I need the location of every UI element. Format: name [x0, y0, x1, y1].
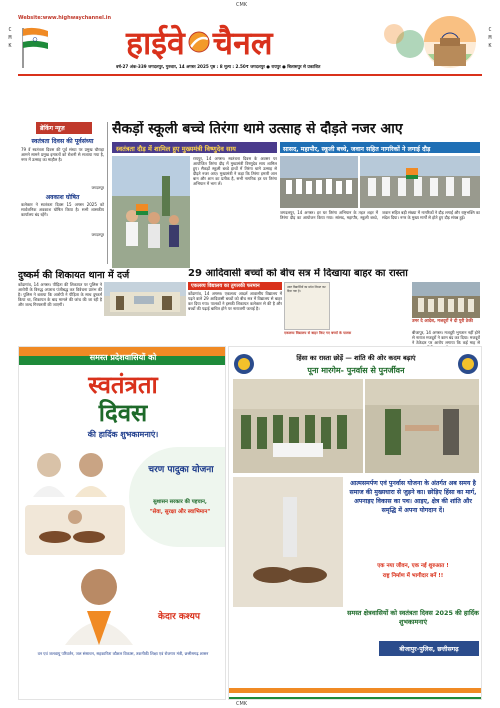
mid-story-caption: एकलव्य विद्यालय से बाहर किए गए बच्चों के पालक — [284, 331, 352, 335]
ad-scheme-tag1: सुशासन सरकार की पहचान, — [153, 499, 207, 505]
mid-story-headline: 29 आदिवासी बच्चों को बीच सत्र में दिखाया बाहर का रास्ता — [188, 268, 408, 279]
document-note: उक्त विद्यार्थियों का प्रवेश निरस्त कर दिया गया है। — [287, 285, 326, 293]
appeal-body: आत्मसमर्पण एवं पुनर्वास योजना के अंतर्गत अब समय है समाज की मुख्यधारा से जुड़ने का। छोड़िए हिंसा का मार्ग, अपनाइए विकास का पथ। आइए, क्षेत्र की शांति और समृद्धि में अपना योगदान दें। — [349, 480, 477, 514]
ad-portraits — [25, 443, 125, 497]
ad-wishes: की हार्दिक शुभकामनाएं। — [87, 430, 159, 439]
title-swoosh-icon — [188, 29, 210, 55]
breaking-item2-body: कलेक्टर ने स्वतंत्रता दिवस 15 अगस्त 2025 को सार्वजनिक अवकाश घोषित किया है। सभी शासकीय कार्यालय बंद रहेंगे। — [21, 202, 104, 217]
appeal-headline2: पूना मारगेम- पुनर्वास से पुनर्जीवन — [307, 366, 405, 375]
mid-story-subhead: एकलव्य विद्यालय का तुगलकी फरमान — [188, 282, 282, 290]
appeal-handshake-photo — [365, 379, 479, 473]
ad-top-line: समस्त प्रदेशवासियों को — [89, 353, 157, 362]
lead-headline: सैकड़ों स्कूली बच्चे तिरंगा थामे उत्साह से दौड़ते नजर आए — [112, 121, 403, 137]
breaking-news-label: ब्रेकिंग न्यूज़ — [36, 122, 92, 134]
masthead-title — [126, 22, 273, 62]
print-mark-top: CMK — [236, 2, 248, 8]
print-mark-right-m: M — [488, 35, 492, 41]
print-mark-bottom: CMK — [236, 701, 248, 707]
ad-scheme-tag2: "सेवा, सुरक्षा और स्वाभिमान" — [149, 509, 211, 515]
ad-footer: वन एवं जलवायु परिवर्तन, जल संसाधन, सहकारिता कौशल विकास, तकनीकी शिक्षा एवं रोजगार मंत्री, छत्तीसगढ़ शासन — [37, 651, 209, 656]
right-mid-headline: उमर दे आदेश, मजदूरों ने दी पुरी ठेकी — [412, 319, 473, 324]
appeal-group-photo — [233, 379, 363, 473]
ad-footwear-photo — [25, 505, 125, 555]
print-mark-left-k: K — [8, 43, 12, 49]
right-mid-body: बीजापुर, 14 अगस्त। मजदूरी भुगतान नहीं होने से नाराज मजदूरों ने काम बंद कर दिया। मजदूरों ने ठेकेदार पर आरोप लगाया कि कई माह से — [412, 330, 480, 345]
police-emblem-left-icon — [233, 353, 255, 375]
breaking-item2-credit: जगदलपुर — [91, 233, 104, 237]
title-part1: हाईवे — [126, 23, 185, 62]
police-emblem-right-icon — [457, 353, 479, 375]
mid-story-body: कोंडागांव, 14 अगस्त। एकलव्य आदर्श आवासीय विद्यालय में पढ़ने वाले 29 आदिवासी बच्चों को बीच सत्र में विद्यालय से बाहर कर दिया गया। पालकों ने इसकी शिकायत कलेक्टर से की है और बच्चों की पढ़ाई बाधित होने पर नाराजगी जताई है। — [188, 291, 282, 311]
print-mark-right-c: C — [488, 27, 492, 33]
side-story-body: जगदलपुर, 14 अगस्त। हर घर तिरंगा अभियान के तहत शहर में तिरंगा दौड़ का आयोजन किया गया। सांसद, महापौर, स्कूली बच्चे, जवान सहित बड़ी संख्या में नागरिकों ने दौड़ लगाई और राष्ट्रभक्ति का संदेश दिया। नगर के मुख्य मार्गों से होते हुए दौड़ संपन्न हुई। — [280, 210, 480, 220]
right-mid-photo — [412, 282, 480, 318]
appeal-headline1: हिंसा का रास्ता छोड़ें — शांति की ओर कदम बढ़ाएं — [296, 354, 416, 362]
appeal-slogan2: राष्ट्र निर्माण में भागीदार बनें !! — [382, 573, 444, 579]
side-story-photo — [280, 156, 358, 208]
ad-scheme-title: चरण पादुका योजना — [148, 465, 214, 475]
breaking-item2-title: अवकाश घोषित — [45, 194, 80, 201]
side-story-photo2 — [360, 156, 480, 208]
independence-art — [380, 14, 482, 70]
ad-minister-name: केदार कश्यप — [158, 612, 200, 622]
masthead — [18, 14, 482, 80]
left-mid-headline: दुष्कर्म की शिकायत थाना में दर्ज — [18, 270, 130, 281]
left-mid-body-cont — [104, 318, 186, 330]
appeal-signoff: बीजापुर-पुलिस, छत्तीसगढ़ — [379, 641, 479, 656]
mid-story-body-cont — [332, 282, 410, 330]
breaking-item1-title: स्वतंत्रता दिवस की पूर्वसंध्या — [31, 138, 94, 145]
dateline: वर्ष-27 अंक-339 जगदलपुर, गुरुवार, 14 अगस्त 2025 पृष्ठ : 8 मूल्य : 2.50₹ जगदलपुर ● रायपुर ● बिलासपुर से प्रकाशित — [116, 64, 321, 69]
mid-story-document — [284, 282, 330, 330]
left-mid-photo — [104, 282, 186, 316]
minister-advertisement — [18, 346, 226, 700]
ad-big-word2: दिवस — [98, 399, 148, 427]
breaking-item1-body: 79 वें स्वतंत्रता दिवस की पूर्व संध्या पर प्रमुख चौराहा आमने सामने प्रमुख इमारतों को रोशनी से सजाया गया है, नगर में उत्साह का माहौल है। — [21, 147, 104, 162]
ad-big-word1: स्वतंत्रता — [88, 371, 158, 399]
lead-body: रायपुर, 14 अगस्त। स्वतंत्रता दिवस के अवसर पर आयोजित तिरंगा दौड़ में मुख्यमंत्री विष्णुदेव साय शामिल हुए। सैकड़ों स्कूली बच्चे हाथों में तिरंगा थामे उत्साह से दौड़ते नजर आए। मुख्यमंत्री ने कहा कि तिरंगा हमारी आन बान और शान का प्रतीक है, सभी नागरिक हर घर तिरंगा अभियान में भाग लें। — [193, 156, 277, 186]
police-appeal-advert — [228, 346, 482, 700]
lead-subhead: स्वतंत्रता दौड़ में शामिल हुए मुख्यमंत्री विष्णुदेव साय — [112, 142, 277, 153]
appeal-slogan1: एक नया जीवन, एक नई शुरुआत ! — [377, 563, 449, 569]
print-mark-left-c: C — [8, 27, 12, 33]
ad-minister-photo — [59, 559, 139, 645]
side-story-headline: सासद, महापौर, स्कूली बच्चे, जवान सहित नागरिकों ने लगाई दौड़ — [280, 142, 480, 153]
appeal-flag-band — [229, 687, 482, 700]
breaking-news-column — [18, 122, 108, 264]
masthead-rule — [18, 74, 482, 76]
lead-photo — [112, 156, 190, 268]
title-part2: चैनल — [212, 23, 273, 62]
breaking-item1-credit: जगदलपुर — [91, 186, 104, 190]
left-mid-body: कोंडागांव, 14 अगस्त। पीड़िता की शिकायत पर पुलिस ने आरोपी के विरुद्ध अपराध पंजीबद्ध कर विवेचना प्रारंभ की है। पुलिस ने बताया कि आरोपी ने पीड़िता के साथ दुष्कर्म किया था, शिकायत के बाद मामले की जांच की जा रही है और जल्द गिरफ्तारी की जाएगी। — [18, 282, 102, 307]
appeal-footwear-photo — [233, 477, 343, 607]
appeal-greeting: समस्त क्षेत्रवासियों को स्वतंत्रता दिवस 2025 की हार्दिक शुभकामनाएं — [347, 609, 479, 626]
india-flag-icon — [20, 26, 50, 68]
print-mark-right-k: K — [488, 43, 492, 49]
website-link[interactable]: Website:www.highwaychannel.in — [18, 15, 112, 21]
print-mark-left-m: M — [8, 35, 12, 41]
